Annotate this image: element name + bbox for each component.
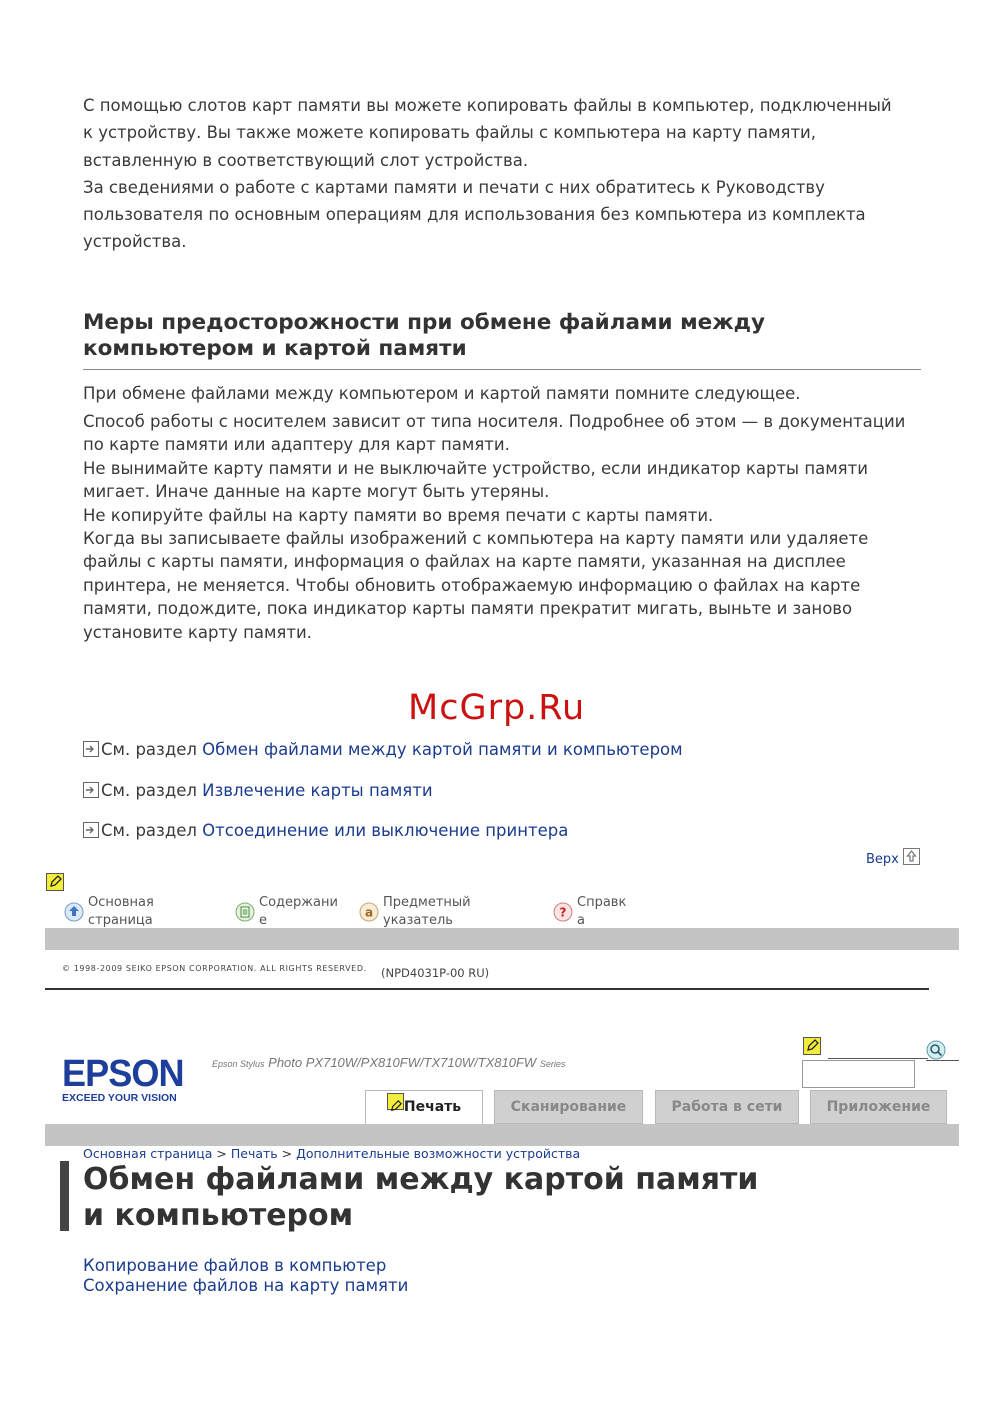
- tab-scan[interactable]: [494, 1090, 643, 1124]
- index-icon: [359, 902, 379, 922]
- nav-help-label: а: [577, 913, 585, 928]
- breadcrumb-print[interactable]: Печать: [230, 1146, 278, 1161]
- note-line: установите карту памяти.: [83, 622, 312, 642]
- tab-print[interactable]: [365, 1090, 483, 1124]
- arrow-link-icon: [83, 782, 99, 798]
- page-title-line: Обмен файлами между картой памяти: [83, 1162, 759, 1197]
- contents-icon: [235, 902, 255, 922]
- intro-line: вставленную в соответствующий слот устройства.: [83, 150, 529, 170]
- arrow-link-icon: [83, 822, 99, 838]
- note-line: Не вынимайте карту памяти и не выключайте устройство, если индикатор карты памяти: [83, 458, 868, 478]
- note-line: мигает. Иначе данные на карте могут быть утеряны.: [83, 482, 550, 502]
- note-line: Не копируйте файлы на карту памяти во время печати с карты памяти.: [83, 505, 714, 525]
- page-separator: [45, 988, 929, 990]
- search-underline: [828, 1058, 928, 1059]
- pencil-flag-icon[interactable]: [803, 1037, 821, 1055]
- search-icon[interactable]: [926, 1040, 946, 1060]
- search-input[interactable]: [802, 1060, 915, 1088]
- breadcrumb: [83, 1146, 580, 1161]
- intro-line: С помощью слотов карт памяти вы можете копировать файлы в компьютер, подключенный: [83, 96, 892, 115]
- precautions-heading: [83, 310, 913, 362]
- section-link[interactable]: Сохранение файлов на карту памяти: [83, 1276, 409, 1295]
- arrow-up-icon[interactable]: [903, 848, 920, 865]
- tab-label: Работа в сети: [671, 1099, 783, 1115]
- nav-contents-label: Содержани: [259, 895, 338, 910]
- help-icon: [553, 902, 573, 922]
- watermark: McGrp.Ru: [408, 688, 586, 728]
- pencil-flag-icon[interactable]: [46, 873, 64, 891]
- nav-help-label: Справк: [577, 895, 627, 910]
- see-also-link[interactable]: Извлечение карты памяти: [202, 781, 433, 800]
- breadcrumb-separator: >: [277, 1146, 297, 1161]
- top-link[interactable]: Верх: [866, 852, 899, 867]
- intro-line: пользователя по основным операциям для использования без компьютера из комплекта: [83, 205, 866, 225]
- copyright: © 1998-2009 SEIKO EPSON CORPORATION. ALL RIGHTS RESERVED.: [62, 964, 367, 973]
- precautions-list: [83, 410, 933, 644]
- intro-text: [83, 92, 933, 256]
- tab-label: Сканирование: [510, 1099, 627, 1115]
- see-also-prefix: См. раздел: [101, 821, 203, 840]
- note-line: памяти, подождите, пока индикатор карты памяти прекратит мигать, выньте и заново: [83, 599, 853, 619]
- see-also-item: [83, 739, 683, 761]
- footer-bar: [45, 928, 959, 950]
- header-bar: [45, 1124, 959, 1146]
- see-also-prefix: См. раздел: [101, 781, 203, 800]
- note-line: принтера, не меняется. Чтобы обновить отображаемую информацию о файлах на карте: [83, 575, 861, 595]
- svg-text:?: ?: [559, 905, 567, 920]
- see-also-link[interactable]: Отсоединение или выключение принтера: [202, 821, 569, 840]
- see-also-prefix: См. раздел: [101, 740, 203, 759]
- svg-text:a: a: [364, 905, 374, 920]
- model-name: [212, 1055, 565, 1070]
- search-underline: [926, 1060, 959, 1061]
- tab-label: Печать: [403, 1099, 462, 1115]
- intro-line: За сведениями о работе с картами памяти и печати с них обратитесь к Руководству: [83, 177, 825, 197]
- section-link[interactable]: Копирование файлов в компьютер: [83, 1256, 387, 1275]
- model-suffix: Series: [539, 1059, 566, 1069]
- logo-tagline: EXCEED YOUR VISION: [62, 1092, 177, 1104]
- logo-text: EPSON: [62, 1053, 184, 1095]
- tab-label: Приложение: [826, 1099, 931, 1115]
- nav-contents-label: е: [259, 913, 267, 928]
- pencil-flag-icon: [387, 1093, 404, 1110]
- model-prefix: Epson Stylus: [212, 1059, 265, 1069]
- tab-appendix[interactable]: [810, 1090, 947, 1124]
- heading-divider: [83, 369, 921, 370]
- breadcrumb-advanced[interactable]: Дополнительные возможности устройства: [296, 1146, 581, 1161]
- intro-line: устройства.: [83, 232, 187, 252]
- section-links: [83, 1256, 408, 1296]
- see-also-item: [83, 820, 568, 842]
- see-also-link[interactable]: Обмен файлами между картой памяти и компьютером: [202, 740, 683, 759]
- heading-line: компьютером и картой памяти: [83, 336, 467, 361]
- breadcrumb-home[interactable]: Основная страница: [83, 1146, 213, 1161]
- breadcrumb-separator: >: [212, 1146, 231, 1161]
- see-also-item: [83, 780, 433, 802]
- home-icon: [64, 902, 84, 922]
- nav-home-label: Основная: [88, 895, 154, 910]
- model-text: Photo PX710W/PX810FW/TX710W/TX810FW: [268, 1055, 537, 1070]
- title-accent-bar: [60, 1161, 69, 1231]
- tab-network[interactable]: [655, 1090, 799, 1124]
- nav-index-label: Предметный: [383, 895, 471, 910]
- note-line: файлы с карты памяти, информация о файлах на карте памяти, указанная на дисплее: [83, 552, 846, 572]
- epson-logo: [62, 1055, 190, 1104]
- note-line: по карте памяти или адаптеру для карт памяти.: [83, 435, 510, 455]
- page-title-line: и компьютером: [83, 1198, 354, 1233]
- intro-line: к устройству. Вы также можете копировать файлы с компьютера на карту памяти,: [83, 123, 817, 143]
- heading-line: Меры предосторожности при обмене файлами между: [83, 310, 766, 335]
- note-line: Способ работы с носителем зависит от типа носителя. Подробнее об этом — в документации: [83, 412, 906, 431]
- precautions-lead: При обмене файлами между компьютером и картой памяти помните следующее.: [83, 384, 801, 403]
- nav-index-label: указатель: [383, 913, 453, 928]
- page-title: [83, 1162, 883, 1234]
- note-line: Когда вы записываете файлы изображений с компьютера на карту памяти или удаляете: [83, 529, 869, 549]
- arrow-link-icon: [83, 741, 99, 757]
- document-code: (NPD4031P-00 RU): [381, 966, 490, 980]
- nav-home-label: страница: [88, 913, 153, 928]
